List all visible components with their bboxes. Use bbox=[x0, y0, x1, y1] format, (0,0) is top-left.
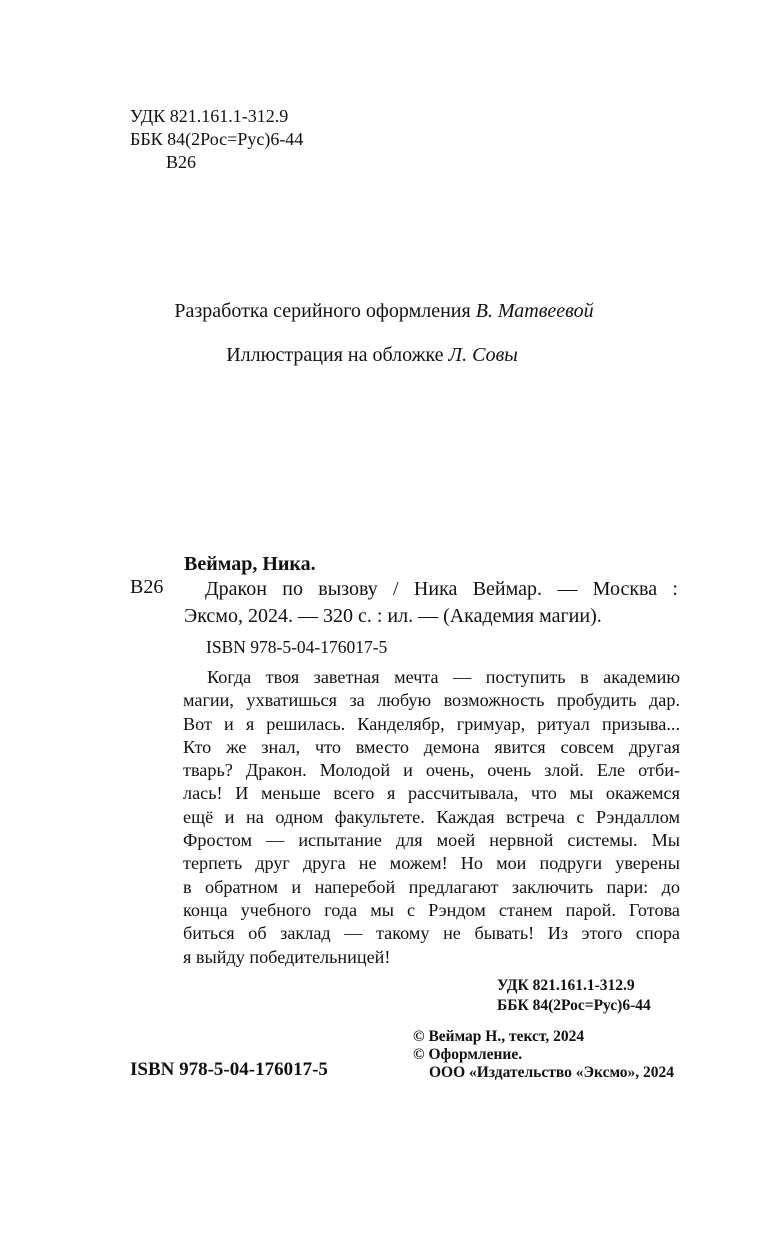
cover-illustration-prefix: Иллюстрация на обложке bbox=[226, 344, 444, 366]
annotation-line: Фростом — испытание для моей нервной системы. Мы bbox=[183, 830, 680, 851]
copyright-publisher: ООО «Издательство «Эксмо», 2024 bbox=[429, 1064, 675, 1081]
udk-code: УДК 821.161.1-312.9 bbox=[130, 106, 289, 126]
annotation-line: лась! И меньше всего я рассчитывала, что мы окажемся bbox=[183, 783, 680, 804]
description-line-2: Эксмо, 2024. — 320 с. : ил. — (Академия магии). bbox=[184, 605, 602, 627]
annotation-line: Кто же знал, что вместо демона явится совсем другая bbox=[183, 736, 680, 757]
bbk-code: ББК 84(2Рос=Рус)6-44 bbox=[130, 129, 304, 149]
series-design-credit bbox=[0, 300, 768, 323]
copyright-design: © Оформление. bbox=[413, 1046, 523, 1063]
author-heading: Веймар, Ника. bbox=[184, 553, 316, 575]
annotation-line: магии, ухватишься за любую возможность пробудить дар. bbox=[183, 690, 680, 711]
series-design-prefix: Разработка серийного оформления bbox=[174, 300, 471, 322]
annotation-line: конца учебного года мы с Рэндом станем парой. Готова bbox=[183, 899, 680, 920]
annotation-line: Вот и я решилась. Канделябр, гримуар, ритуал призыва... bbox=[183, 713, 680, 734]
annotation bbox=[183, 666, 680, 969]
annotation-line: ещё и на одном факультете. Каждая встреча с Рэндаллом bbox=[183, 806, 680, 827]
cover-illustration-credit bbox=[0, 344, 756, 367]
description-line-1: Дракон по вызову / Ника Веймар. — Москва : bbox=[205, 578, 678, 600]
annotation-line: биться об заклад — такому не бывать! Из этого спора bbox=[183, 923, 680, 944]
cover-illustration-name: Л. Совы bbox=[448, 344, 518, 366]
footer-udk: УДК 821.161.1-312.9 bbox=[497, 977, 635, 994]
series-design-name: В. Матвеевой bbox=[475, 300, 594, 322]
annotation-line: терпеть друг друга не можем! Но мои подруги уверены bbox=[183, 853, 680, 874]
record-isbn: ISBN 978-5-04-176017-5 bbox=[206, 637, 388, 657]
annotation-line: тварь? Дракон. Молодой и очень, очень злой. Еле отби- bbox=[183, 760, 680, 781]
annotation-line: Когда твоя заветная мечта — поступить в академию bbox=[207, 667, 680, 687]
copyright-text: © Веймар Н., текст, 2024 bbox=[413, 1028, 585, 1045]
annotation-line: в обратном и наперебой предлагают заключить пари: до bbox=[183, 876, 680, 897]
author-mark: В26 bbox=[166, 152, 197, 172]
footer-isbn: ISBN 978-5-04-176017-5 bbox=[130, 1059, 328, 1080]
annotation-line: я выйду победительницей! bbox=[183, 946, 391, 967]
footer-bbk: ББК 84(2Рос=Рус)6-44 bbox=[497, 997, 651, 1014]
record-author-mark: В26 bbox=[130, 576, 164, 598]
